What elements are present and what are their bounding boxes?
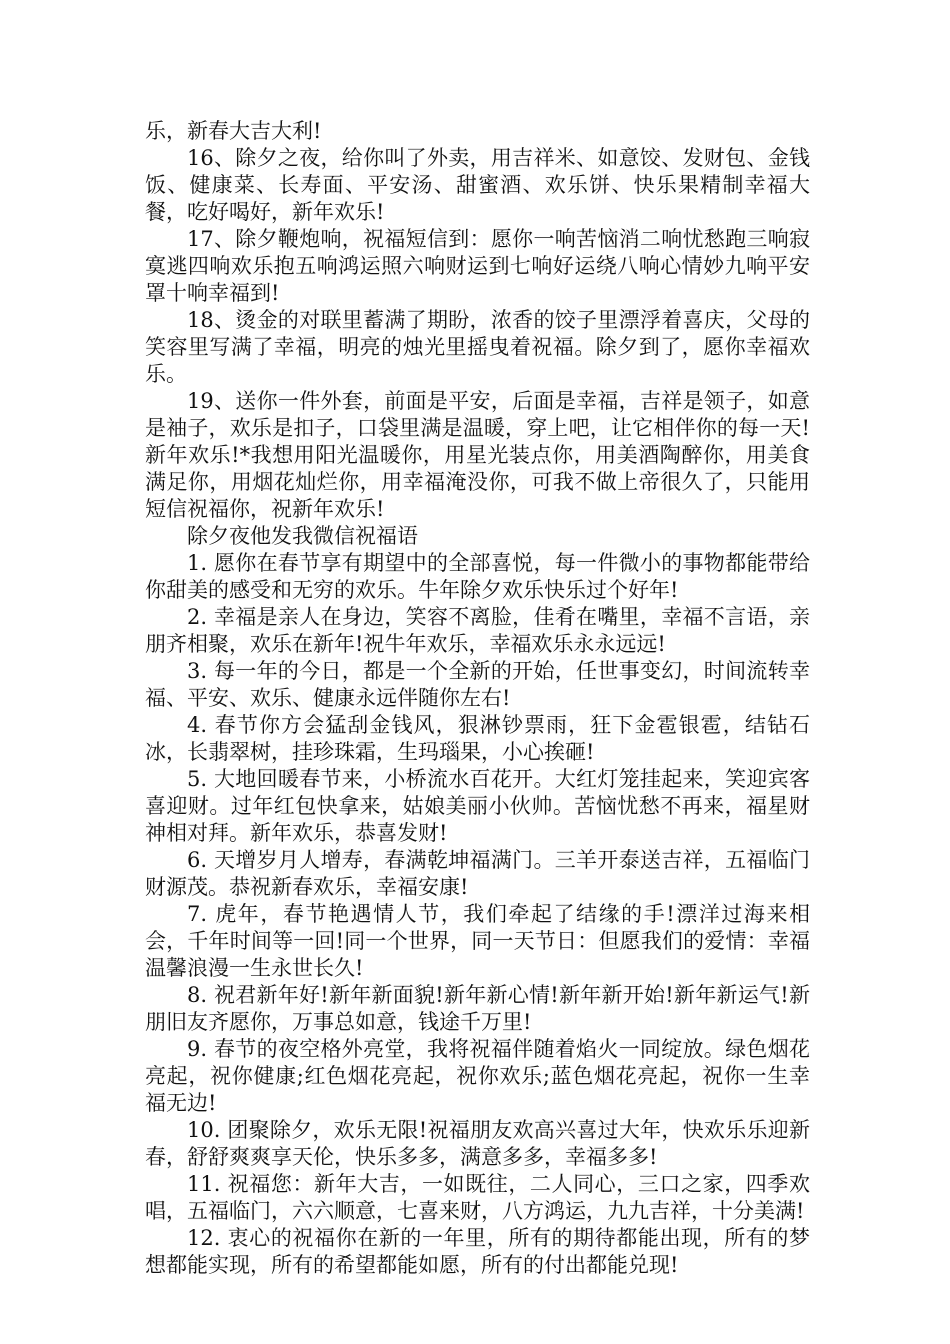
paragraph-item-12: 12. 衷心的祝福你在新的一年里，所有的期待都能出现，所有的梦想都能实现，所有的希望都能如愿，所有的付出都能兑现! bbox=[145, 1226, 810, 1277]
paragraph-item-10: 10. 团聚除夕，欢乐无限!祝福朋友欢高兴喜过大年，快欢乐乐迎新春，舒舒爽爽享天伦，快乐多多，满意多多，幸福多多! bbox=[145, 1118, 810, 1169]
paragraph-item-6: 6. 天增岁月人增寿，春满乾坤福满门。三羊开泰送吉祥，五福临门财源茂。恭祝新春欢乐，幸福安康! bbox=[145, 848, 810, 899]
paragraph-item-16: 16、除夕之夜，给你叫了外卖，用吉祥米、如意饺、发财包、金钱饭、健康菜、长寿面、平安汤、甜蜜酒、欢乐饼、快乐果精制幸福大餐，吃好喝好，新年欢乐! bbox=[145, 146, 810, 224]
section-heading: 除夕夜他发我微信祝福语 bbox=[187, 524, 418, 548]
paragraph-item-11: 11. 祝福您：新年大吉，一如既往，二人同心，三口之家，四季欢唱，五福临门，六六顺意，七喜来财，八方鸿运，九九吉祥，十分美满! bbox=[145, 1172, 810, 1223]
paragraph-item-7: 7. 虎年，春节艳遇情人节，我们牵起了结缘的手!漂洋过海来相会，千年时间等一回!同一个世界，同一天节日：但愿我们的爱情：幸福温馨浪漫一生永世长久! bbox=[145, 902, 810, 980]
paragraph-item-2: 2. 幸福是亲人在身边，笑容不离脸，佳肴在嘴里，幸福不言语，亲朋齐相聚，欢乐在新年!祝牛年欢乐，幸福欢乐永永远远! bbox=[145, 605, 810, 656]
paragraph-item-18: 18、烫金的对联里蓄满了期盼，浓香的饺子里漂浮着喜庆，父母的笑容里写满了幸福，明亮的烛光里摇曳着祝福。除夕到了，愿你幸福欢乐。 bbox=[145, 308, 810, 386]
paragraph-item-5: 5. 大地回暖春节来，小桥流水百花开。大红灯笼挂起来，笑迎宾客喜迎财。过年红包快拿来，姑娘美丽小伙帅。苦恼忧愁不再来，福星财神相对拜。新年欢乐，恭喜发财! bbox=[145, 767, 810, 845]
paragraph-item-19: 19、送你一件外套，前面是平安，后面是幸福，吉祥是领子，如意是袖子，欢乐是扣子，口袋里满是温暖，穿上吧，让它相伴你的每一天!新年欢乐!*我想用阳光温暖你，用星光装点你，用美酒陶醉你，用美食满足你，用烟花灿烂你，用幸福淹没你，可我不做上帝很久了，只能用短信祝福你，祝新年欢乐! bbox=[145, 389, 810, 521]
paragraph-item-9: 9. 春节的夜空格外亮堂，我将祝福伴随着焰火一同绽放。绿色烟花亮起，祝你健康;红色烟花亮起，祝你欢乐;蓝色烟花亮起，祝你一生幸福无边! bbox=[145, 1037, 810, 1115]
document-page bbox=[145, 118, 810, 1279]
paragraph-item-8: 8. 祝君新年好!新年新面貌!新年新心情!新年新开始!新年新运气!新朋旧友齐愿你，万事总如意，钱途千万里! bbox=[145, 983, 810, 1034]
paragraph-item-3: 3. 每一年的今日，都是一个全新的开始，任世事变幻，时间流转幸福、平安、欢乐、健康永远伴随你左右! bbox=[145, 659, 810, 710]
paragraph-item-1: 1. 愿你在春节享有期望中的全部喜悦，每一件微小的事物都能带给你甜美的感受和无穷的欢乐。牛年除夕欢乐快乐过个好年! bbox=[145, 551, 810, 602]
paragraph-item-17: 17、除夕鞭炮响，祝福短信到：愿你一响苦恼消二响忧愁跑三响寂寞逃四响欢乐抱五响鸿运照六响财运到七响好运绕八响心情妙九响平安罩十响幸福到! bbox=[145, 227, 810, 305]
paragraph-continuation: 乐，新春大吉大利! bbox=[145, 119, 322, 143]
paragraph-item-4: 4. 春节你方会猛刮金钱风，狠淋钞票雨，狂下金雹银雹，结钻石冰，长翡翠树，挂珍珠霜，生玛瑙果，小心挨砸! bbox=[145, 713, 810, 764]
